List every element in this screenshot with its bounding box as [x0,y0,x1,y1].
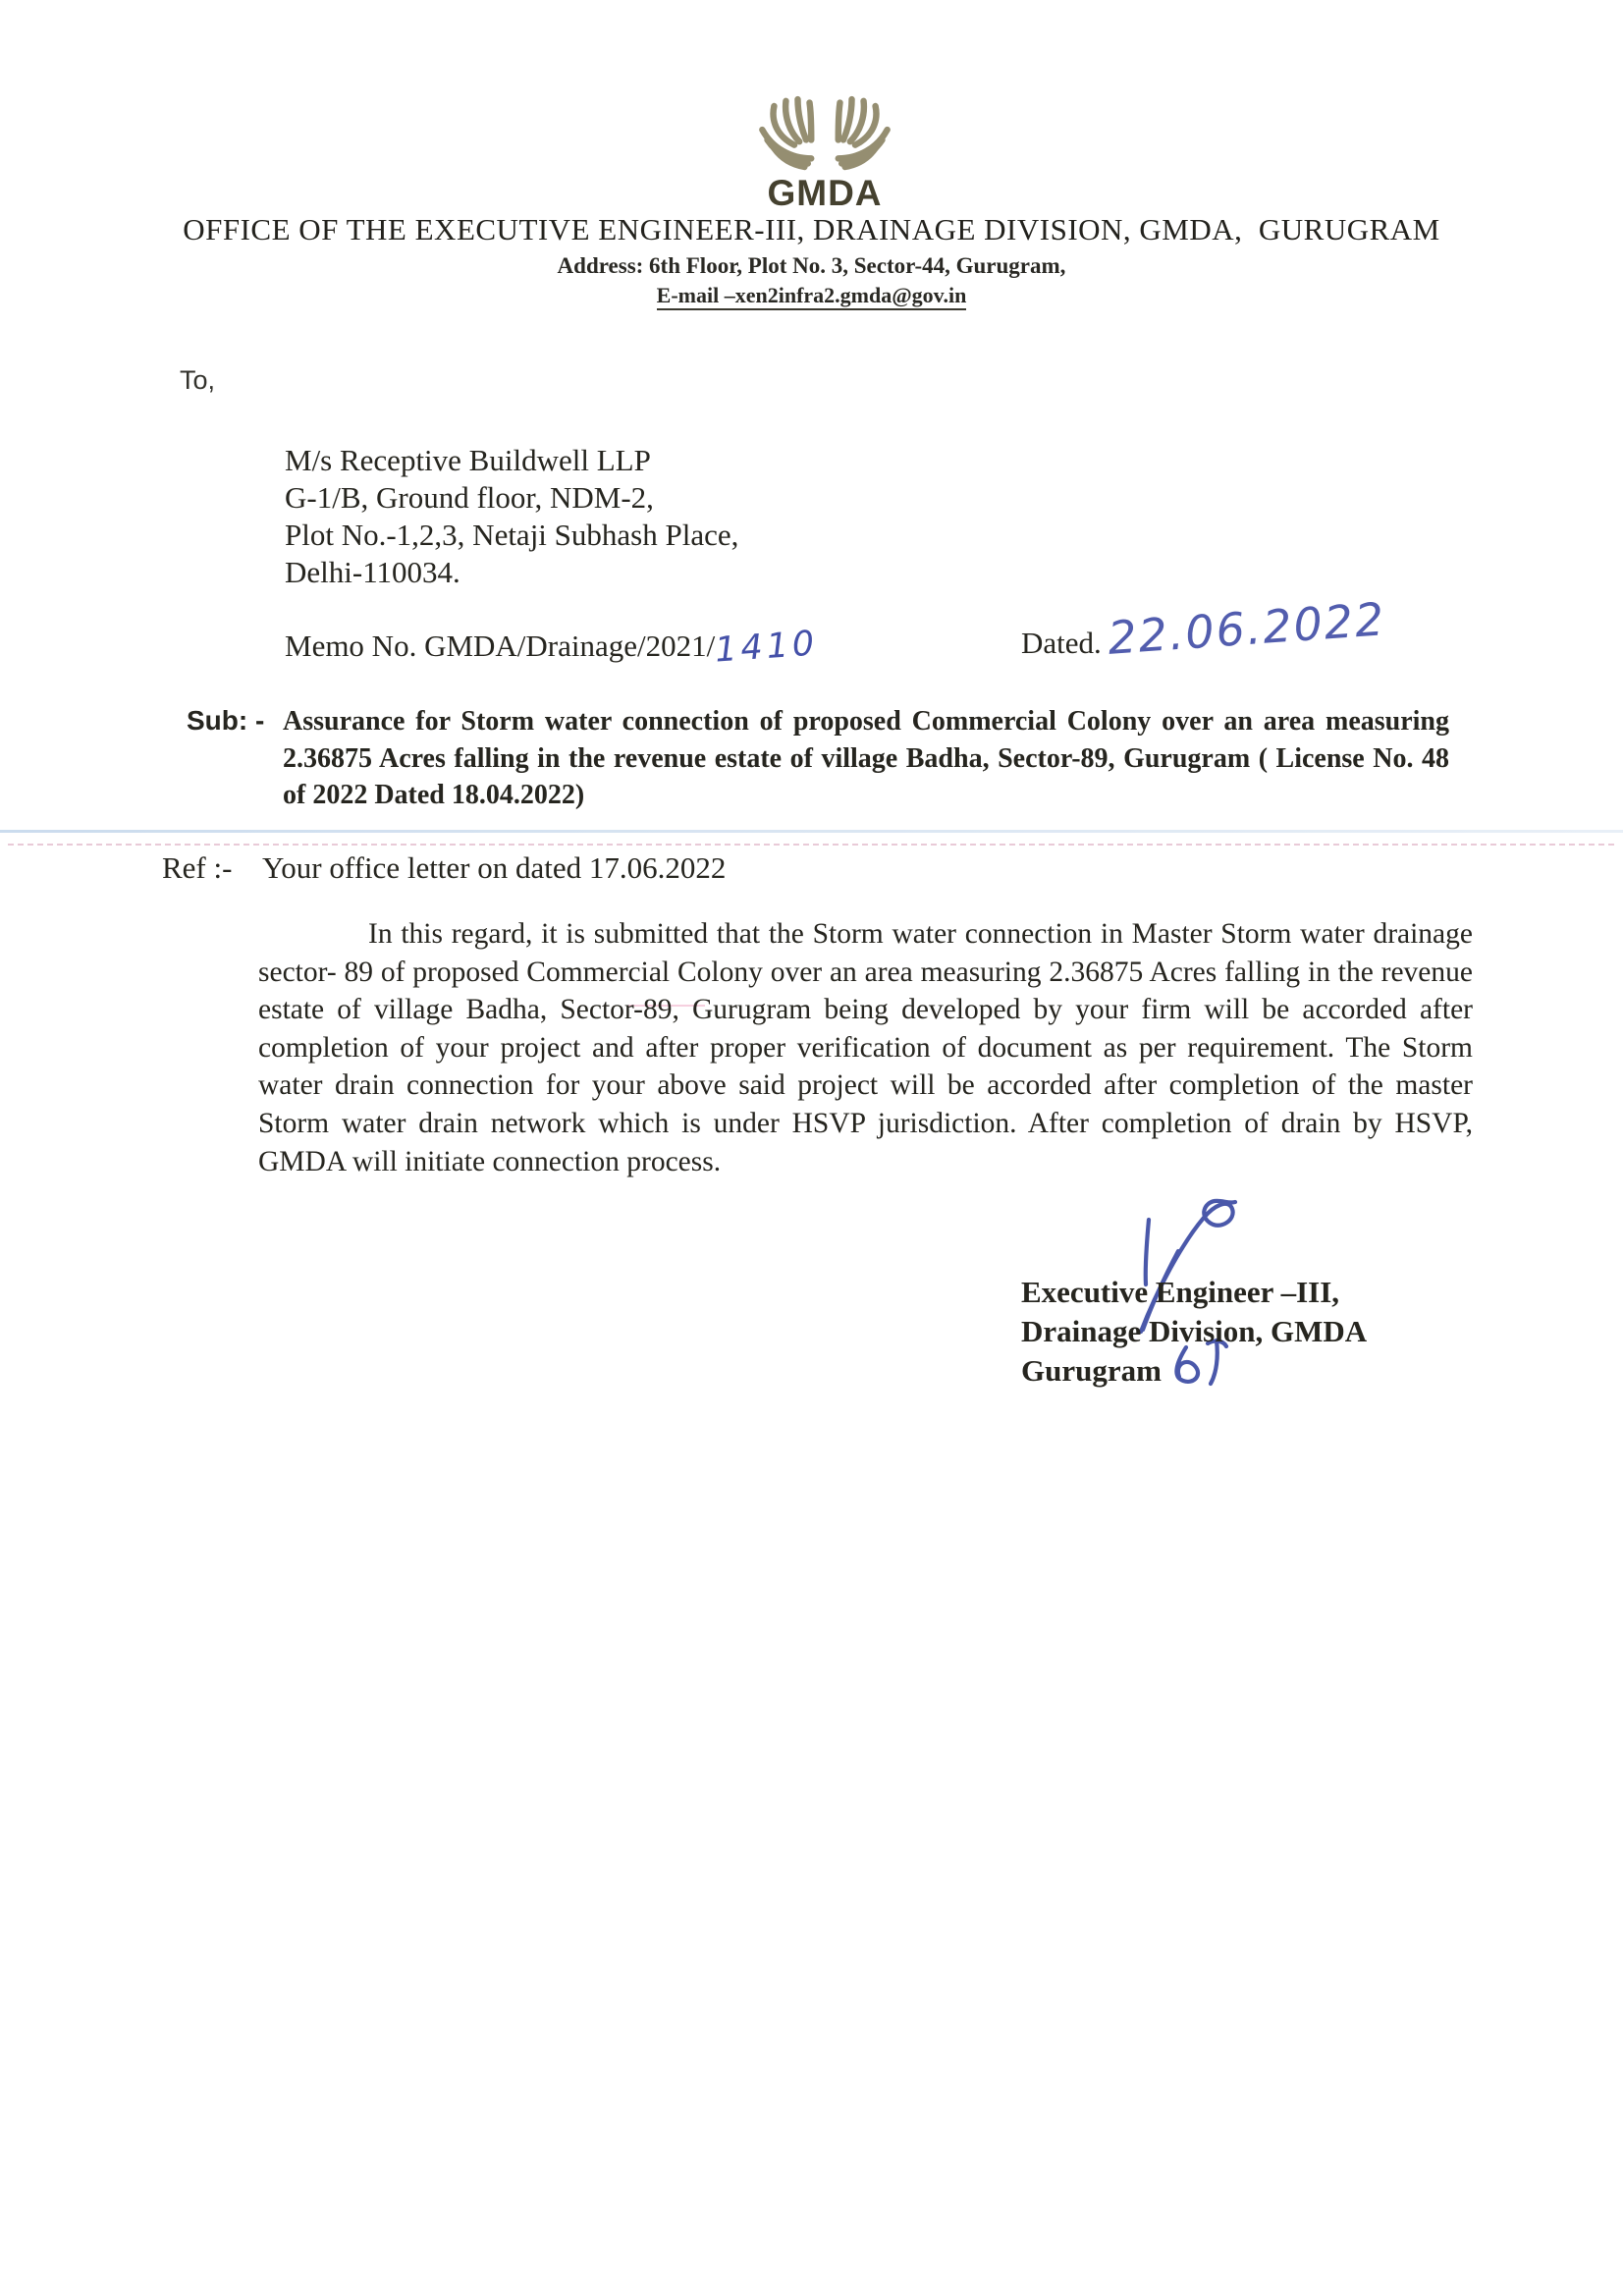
office-email-text: E-mail –xen2infra2.gmda@gov.in [657,283,967,310]
office-title: OFFICE OF THE EXECUTIVE ENGINEER-III, DRAINAGE DIVISION, GMDA, GURUGRAM [183,212,1440,246]
recipient-line: M/s Receptive Buildwell LLP [285,443,651,477]
subject-label: Sub: - [187,705,265,736]
signatory-title-line: Executive Engineer –III, [1021,1275,1340,1309]
signatory-title-line: Gurugram [1021,1353,1162,1388]
letter-body: In this regard, it is submitted that the Storm water connection in Master Storm water drainage sector- 89 of proposed Commercial Colony over an area measuring 2.36875 Acres falling in the revenue estate of village Badha, Sector-89, Gurugram being developed by your firm will be accorded after completion of your project and after proper verification of document as per requirement. The Storm water drain connection for your above said project will be accorded after completion of the master Storm water drain network which is under HSVP jurisdiction. After completion of drain by HSVP, GMDA will initiate connection process. [258,918,1473,1177]
handwritten-memo-number: 1410 [714,624,820,671]
handwritten-date: 22.06.2022 [1106,592,1387,665]
reference-text: Your office letter on dated 17.06.2022 [262,850,727,885]
gmda-logo-text: GMDA [767,173,883,213]
gmda-hands-icon [744,94,905,179]
memo-label: Memo No. GMDA/Drainage/2021/ [285,629,716,663]
scan-artifact-line [0,830,1623,833]
recipient-line: Delhi-110034. [285,555,460,589]
recipient-line: Plot No.-1,2,3, Netaji Subhash Place, [285,518,739,552]
signatory-title-line: Drainage Division, GMDA [1021,1314,1368,1348]
reference-label: Ref :- [162,850,233,885]
memo-number-row [285,624,820,671]
dated-label: Dated. [1021,626,1102,660]
dated-row [1021,592,1387,665]
recipient-address [285,442,738,591]
subject-text: Assurance for Storm water connection of proposed Commercial Colony over an area measuring 2.36875 Acres falling in the revenue estate of village Badha, Sector-89, Gurugram ( License No. 48 of 2022 Dated 18.04.2022) [283,706,1449,810]
salutation: To, [180,365,216,395]
recipient-line: G-1/B, Ground floor, NDM-2, [285,480,654,515]
office-address: Address: 6th Floor, Plot No. 3, Sector-44, Gurugram, [557,253,1066,278]
scan-artifact-dashed-line [8,844,1614,846]
signature-block [1021,1273,1367,1391]
office-email [0,283,1623,308]
